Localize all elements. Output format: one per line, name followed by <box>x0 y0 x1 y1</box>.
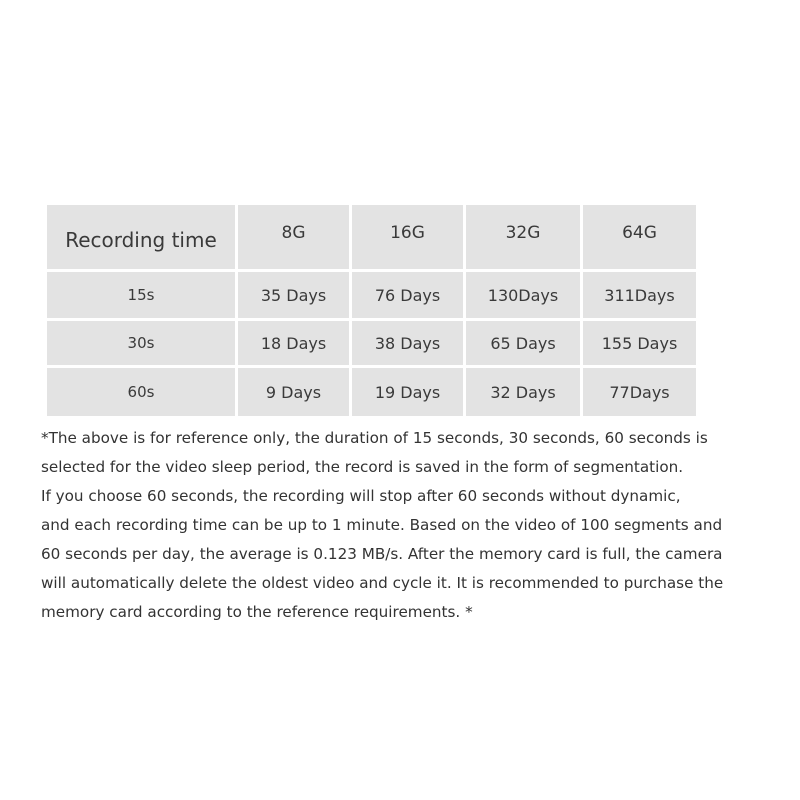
table-corner-header: Recording time <box>47 205 235 269</box>
recording-time-table <box>47 205 687 413</box>
table-cell: 130Days <box>466 272 580 318</box>
note-line: will automatically delete the oldest video and cycle it. It is recommended to purchase the <box>41 574 724 592</box>
column-header-16g: 16G <box>352 205 463 269</box>
column-header-32g: 32G <box>466 205 580 269</box>
note-line: memory card according to the reference requirements. * <box>41 603 473 621</box>
table-cell: 18 Days <box>238 321 349 365</box>
table-cell: 32 Days <box>466 368 580 416</box>
table-cell: 35 Days <box>238 272 349 318</box>
note-line: and each recording time can be up to 1 minute. Based on the video of 100 segments and <box>41 516 723 534</box>
row-label-30s: 30s <box>47 321 235 365</box>
reference-note <box>41 424 771 627</box>
column-header-8g: 8G <box>238 205 349 269</box>
row-label-15s: 15s <box>47 272 235 318</box>
note-line: selected for the video sleep period, the record is saved in the form of segmentation. <box>41 458 684 476</box>
table-cell: 38 Days <box>352 321 463 365</box>
note-line: *The above is for reference only, the duration of 15 seconds, 30 seconds, 60 seconds is <box>41 429 708 447</box>
note-line: If you choose 60 seconds, the recording will stop after 60 seconds without dynamic, <box>41 487 681 505</box>
note-line: 60 seconds per day, the average is 0.123 MB/s. After the memory card is full, the camera <box>41 545 723 563</box>
table-cell: 311Days <box>583 272 696 318</box>
table-cell: 155 Days <box>583 321 696 365</box>
table-cell: 65 Days <box>466 321 580 365</box>
row-label-60s: 60s <box>47 368 235 416</box>
table-cell: 77Days <box>583 368 696 416</box>
table-cell: 9 Days <box>238 368 349 416</box>
table-cell: 76 Days <box>352 272 463 318</box>
table-cell: 19 Days <box>352 368 463 416</box>
column-header-64g: 64G <box>583 205 696 269</box>
